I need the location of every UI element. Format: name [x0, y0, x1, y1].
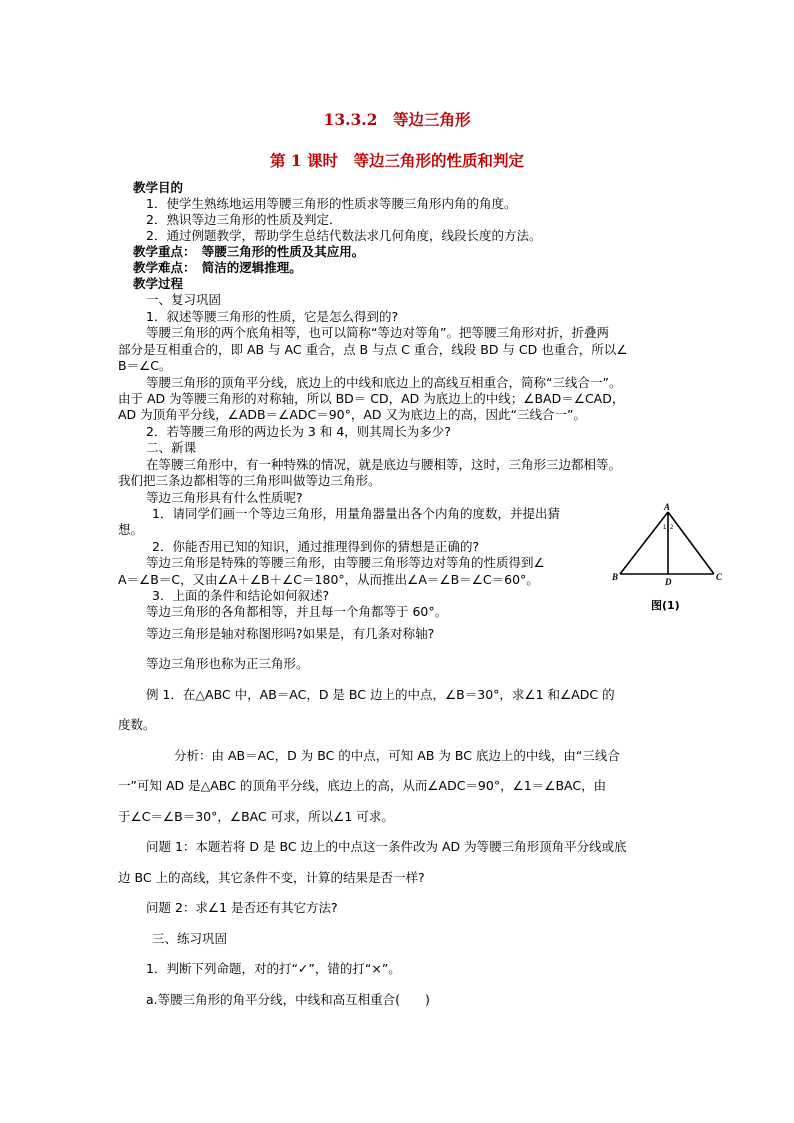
- text-line: 等边三角形的各角都相等，并且每一个角都等于 60°。: [146, 604, 448, 619]
- text-line: 我们把三条边都相等的三角形叫做等边三角形。: [118, 473, 381, 488]
- text-line: A＝∠B＝C，又由∠A＋∠B＋∠C＝180°，从而推出∠A＝∠B＝∠C＝60°。: [118, 572, 539, 587]
- text-line: 2．你能否用已知的知识，通过推理得到你的猜想是正确的?: [152, 539, 480, 554]
- text-line: 在等腰三角形中，有一种特殊的情况，就是底边与腰相等，这时，三角形三边都相等。: [146, 457, 622, 472]
- question-1: 问题 1：本题若将 D 是 BC 边上的中点这一条件改为 AD 为等腰三角形顶角平分线或底: [146, 839, 627, 854]
- objective-line: 1．使学生熟练地运用等腰三角形的性质求等腰三角形内角的角度。: [146, 196, 517, 211]
- text-line: 想。: [118, 522, 144, 537]
- text-line: B＝∠C。: [118, 358, 172, 373]
- text-line: 等边三角形具有什么性质呢?: [146, 490, 303, 505]
- objective-line: 2．通过例题教学，帮助学生总结代数法求几何角度，线段长度的方法。: [146, 228, 542, 243]
- question-2: 问题 2：求∠1 是否还有其它方法?: [146, 900, 338, 915]
- example-1: 例 1．在△ABC 中，AB＝AC，D 是 BC 边上的中点，∠B＝30°，求∠1 和∠ADC 的: [146, 687, 615, 702]
- text-line: 1．请同学们画一个等边三角形，用量角器量出各个内角的度数，并提出猜: [152, 506, 560, 521]
- label-d: D: [665, 577, 672, 587]
- label-a: A: [664, 502, 671, 512]
- section-new-lesson: 二、新课: [146, 440, 197, 455]
- section-practice: 三、练习巩固: [152, 931, 228, 946]
- text-line: 1．叙述等腰三角形的性质，它是怎么得到的?: [146, 309, 399, 324]
- label-b: B: [612, 572, 619, 582]
- text-line: 等腰三角形的两个底角相等，也可以简称“等边对等角”。把等腰三角形对折，折叠两: [146, 325, 609, 340]
- difficult-points: 教学难点： 简洁的逻辑推理。: [133, 260, 302, 275]
- side-ab: [620, 512, 668, 574]
- angle-1-label: 1: [663, 525, 667, 531]
- text-line: 2．若等腰三角形的两边长为 3 和 4，则其周长为多少?: [146, 424, 451, 439]
- objective-line: 2．熟识等边三角形的性质及判定．: [146, 212, 342, 227]
- text-line: 一”可知 AD 是△ABC 的顶角平分线，底边上的高，从而∠ADC＝90°，∠1＝∠BAC，由: [118, 778, 607, 793]
- text-line: 等边三角形也称为正三角形。: [146, 656, 309, 671]
- text-line: 等边三角形是特殊的等腰三角形，由等腰三角形等边对等角的性质得到∠: [146, 555, 545, 570]
- section-title: 13.3.2 等边三角形: [323, 110, 471, 129]
- text-line: 等腰三角形的顶角平分线，底边上的中线和底边上的高线互相重合，简称“三线合一”。: [146, 375, 622, 390]
- analysis: 分析：由 AB＝AC，D 为 BC 的中点，可知 AB 为 BC 底边上的中线，由“三线合: [174, 748, 620, 763]
- figure-caption: 图(1): [651, 599, 680, 612]
- side-ac: [668, 512, 714, 574]
- key-points: 教学重点： 等腰三角形的性质及其应用。: [133, 244, 365, 259]
- heading-process: 教学过程: [133, 276, 184, 291]
- text-line: 由于 AD 为等腰三角形的对称轴，所以 BD＝ CD，AD 为底边上的中线；∠BAD＝∠CAD，: [118, 391, 625, 406]
- text-line: 3．上面的条件和结论如何叙述?: [152, 588, 330, 603]
- text-line: 于∠C＝∠B＝30°，∠BAC 可求，所以∠1 可求。: [118, 809, 394, 824]
- exercise-1: 1．判断下列命题，对的打“✓”，错的打“×”。: [146, 961, 401, 976]
- text-line: 等边三角形是轴对称图形吗?如果是，有几条对称轴?: [146, 626, 435, 641]
- label-c: C: [716, 572, 723, 582]
- text-line: 度数。: [118, 717, 156, 732]
- text-line: 部分是互相重合的，即 AB 与 AC 重合，点 B 与点 C 重合，线段 BD 与 CD 也重合，所以∠: [118, 342, 628, 357]
- text-line: AD 为顶角平分线，∠ADB＝∠ADC＝90°，AD 又为底边上的高，因此“三线合一”。: [118, 407, 586, 422]
- heading-objectives: 教学目的: [133, 180, 184, 195]
- exercise-item-a: a.等腰三角形的角平分线，中线和高互相重合( ): [146, 992, 430, 1007]
- section-review: 一、复习巩固: [146, 292, 222, 307]
- text-line: 边 BC 上的高线，其它条件不变，计算的结果是否一样?: [118, 870, 425, 885]
- lesson-subtitle: 第 1 课时 等边三角形的性质和判定: [269, 151, 525, 170]
- angle-2-label: 2: [670, 525, 674, 531]
